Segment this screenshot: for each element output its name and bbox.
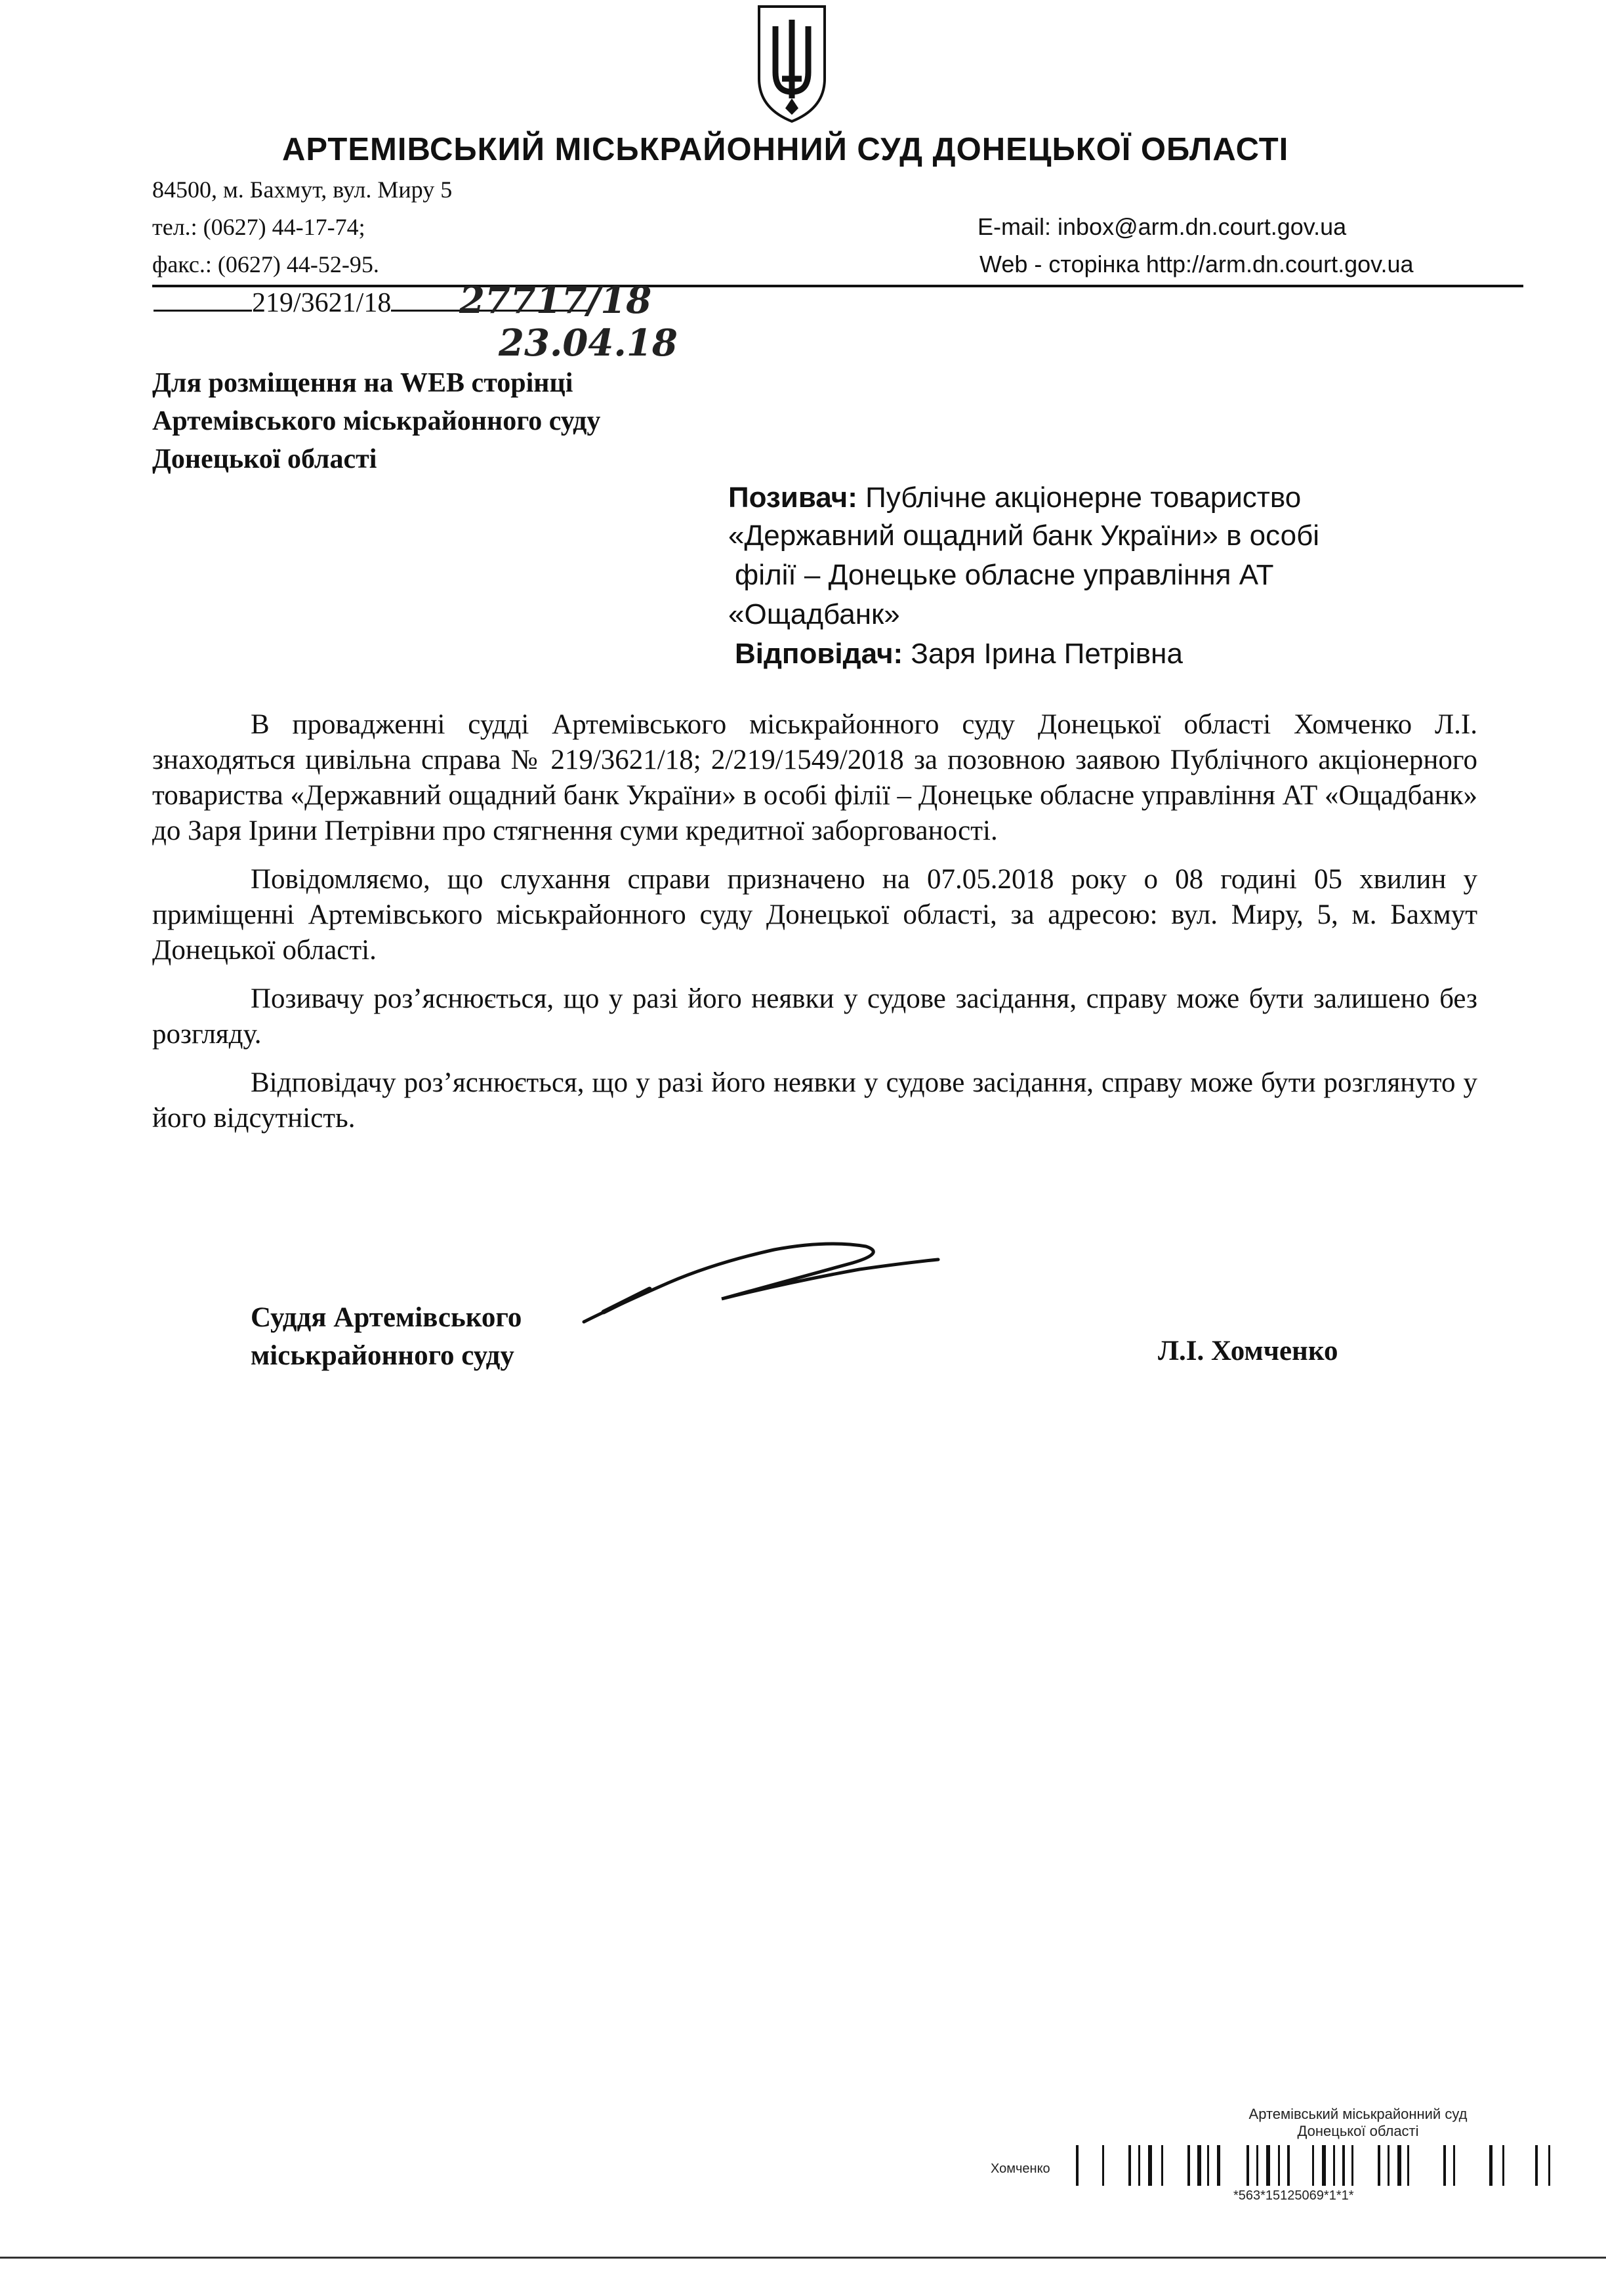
signatory-title-line: міськрайонного суду <box>251 1340 514 1371</box>
plaintiff-line <box>728 480 1301 516</box>
handwritten-date: 23.04.18 <box>499 321 678 365</box>
body-paragraph: Позивачу роз’яснюється, що у разі його неявки у судове засідання, справу може бути залишено без розгляду. <box>152 983 1477 1050</box>
recipient-block <box>152 364 743 478</box>
trident-icon <box>746 0 838 125</box>
plaintiff-label: Позивач: <box>728 482 857 514</box>
plaintiff-name: Публічне акціонерне товариство <box>865 482 1302 514</box>
registry-stamp <box>1168 2106 1548 2140</box>
court-phone: тел.: (0627) 44-17-74; <box>152 214 365 240</box>
outgoing-number-value: 219/3621/18 <box>252 288 392 318</box>
signatory-title <box>251 1299 522 1375</box>
court-web: Web - сторінка http://arm.dn.court.gov.ua <box>979 251 1414 277</box>
body-paragraph: В провадженні судді Артемівського міськрайонного суду Донецької області Хомченко Л.І. знаходяться цивільна справа № 219/3621/18; 2/219/1549/2018 за позовною заявою Публічного акціонерного товариства «Державний ощадний банк України» в особі філії – Донецьке обласне управління АТ «Ощадбанк» до Заря Ірини Петрівни про стягнення суми кредитної заборгованості. <box>152 709 1477 846</box>
handwritten-signature <box>577 1233 945 1332</box>
recipient-line: Для розміщення на WEB сторінці <box>152 368 573 398</box>
barcode-label: Хомченко <box>991 2162 1050 2176</box>
plaintiff-line: «Державний ощадний банк України» в особі <box>728 520 1320 552</box>
recipient-line: Донецької області <box>152 444 377 474</box>
court-email: E-mail: inbox@arm.dn.court.gov.ua <box>978 213 1347 240</box>
body-paragraph: Відповідачу роз’яснюється, що у разі його неявки у судове засідання, справу може бути розглянуто у його відсутність. <box>152 1067 1477 1134</box>
barcode-number: *563*15125069*1*1* <box>1233 2188 1354 2203</box>
signatory-title-line: Суддя Артемівського <box>251 1302 522 1333</box>
stamp-line: Донецької області <box>1297 2123 1419 2139</box>
stamp-line: Артемівський міськрайонний суд <box>1248 2106 1468 2122</box>
plaintiff-line: філії – Донецьке обласне управління АТ <box>735 559 1274 591</box>
defendant-line <box>735 636 1183 672</box>
court-fax: факс.: (0627) 44-52-95. <box>152 251 379 277</box>
letter-body <box>152 707 1477 1149</box>
handwritten-registration-number: 27717/18 <box>459 279 652 322</box>
defendant-name: Заря Ірина Петрівна <box>911 638 1183 670</box>
body-paragraph: Повідомляємо, що слухання справи призначено на 07.05.2018 року о 08 годині 05 хвилин у приміщенні Артемівського міськрайонного суду Донецької області, за адресою: вул. Миру, 5, м. Бахмут Донецької області. <box>152 864 1477 966</box>
defendant-label: Відповідач: <box>735 638 903 670</box>
signatory-name: Л.І. Хомченко <box>1158 1336 1338 1366</box>
page-bottom-edge <box>0 2257 1606 2259</box>
recipient-line: Артемівського міськрайонного суду <box>152 406 601 436</box>
barcode <box>1076 2145 1561 2186</box>
court-name: АРТЕМІВСЬКИЙ МІСЬКРАЙОННИЙ СУД ДОНЕЦЬКОЇ ОБЛАСТІ <box>282 132 1289 167</box>
court-address: 84500, м. Бахмут, вул. Миру 5 <box>152 176 453 203</box>
plaintiff-line: «Ощадбанк» <box>728 598 900 630</box>
